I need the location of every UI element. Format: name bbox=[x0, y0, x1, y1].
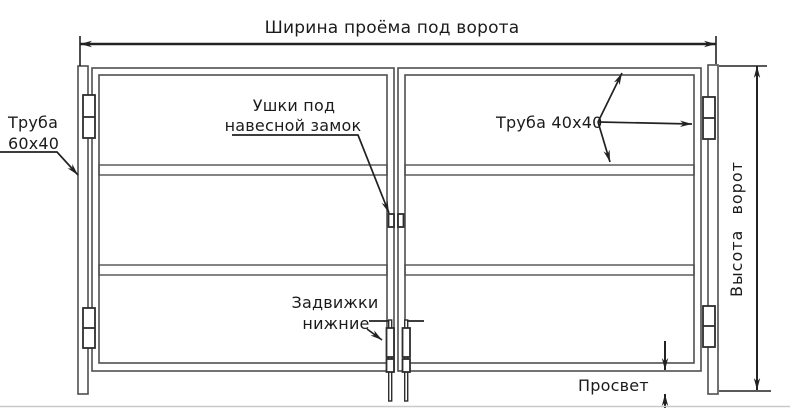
pipe-40x40-label: Труба 40x40 bbox=[496, 113, 603, 132]
width-dimension bbox=[80, 36, 716, 66]
bottom-latches-label-line1: Задвижки bbox=[291, 293, 379, 312]
right-post-hinges bbox=[703, 97, 715, 347]
pipe-60x40-leader-arrow bbox=[0, 152, 78, 175]
right-latch-guide-upper bbox=[403, 328, 411, 357]
pipe-60x40-label-line1: Труба bbox=[8, 113, 59, 132]
left-latch-guide-upper bbox=[387, 328, 395, 357]
gate-height-label: Высота ворот bbox=[727, 161, 746, 297]
right-leaf-bar-lower bbox=[405, 265, 694, 275]
left-lug bbox=[389, 214, 395, 227]
pipe-60x40-label-line2: 60x40 bbox=[8, 134, 60, 153]
clearance-label: Просвет bbox=[578, 376, 649, 395]
bottom-latches-label-line2: нижние bbox=[302, 314, 370, 333]
pipe-40x40-leader-arrows bbox=[598, 73, 692, 162]
left-leaf-bar-upper bbox=[99, 165, 387, 175]
left-post-hinges bbox=[83, 95, 95, 348]
lock-lugs-leader-arrow bbox=[232, 135, 389, 213]
right-latch-guide-lower bbox=[403, 359, 411, 372]
lock-lugs-label-line1: Ушки под bbox=[252, 96, 336, 115]
gate-frame bbox=[78, 65, 718, 394]
left-leaf-bar-lower bbox=[99, 265, 387, 275]
pipe-40x40-arrow-side-rail bbox=[598, 122, 692, 124]
bottom-latches-leaders bbox=[367, 321, 424, 340]
width-dimension-label: Ширина проёма под ворота bbox=[264, 18, 520, 38]
right-leaf-bar-upper bbox=[405, 165, 694, 175]
right-lug bbox=[398, 214, 404, 227]
lock-lugs-label-line2: навесной замок bbox=[224, 116, 362, 135]
padlock-lugs bbox=[389, 214, 404, 227]
left-latch-guide-lower bbox=[387, 359, 395, 372]
